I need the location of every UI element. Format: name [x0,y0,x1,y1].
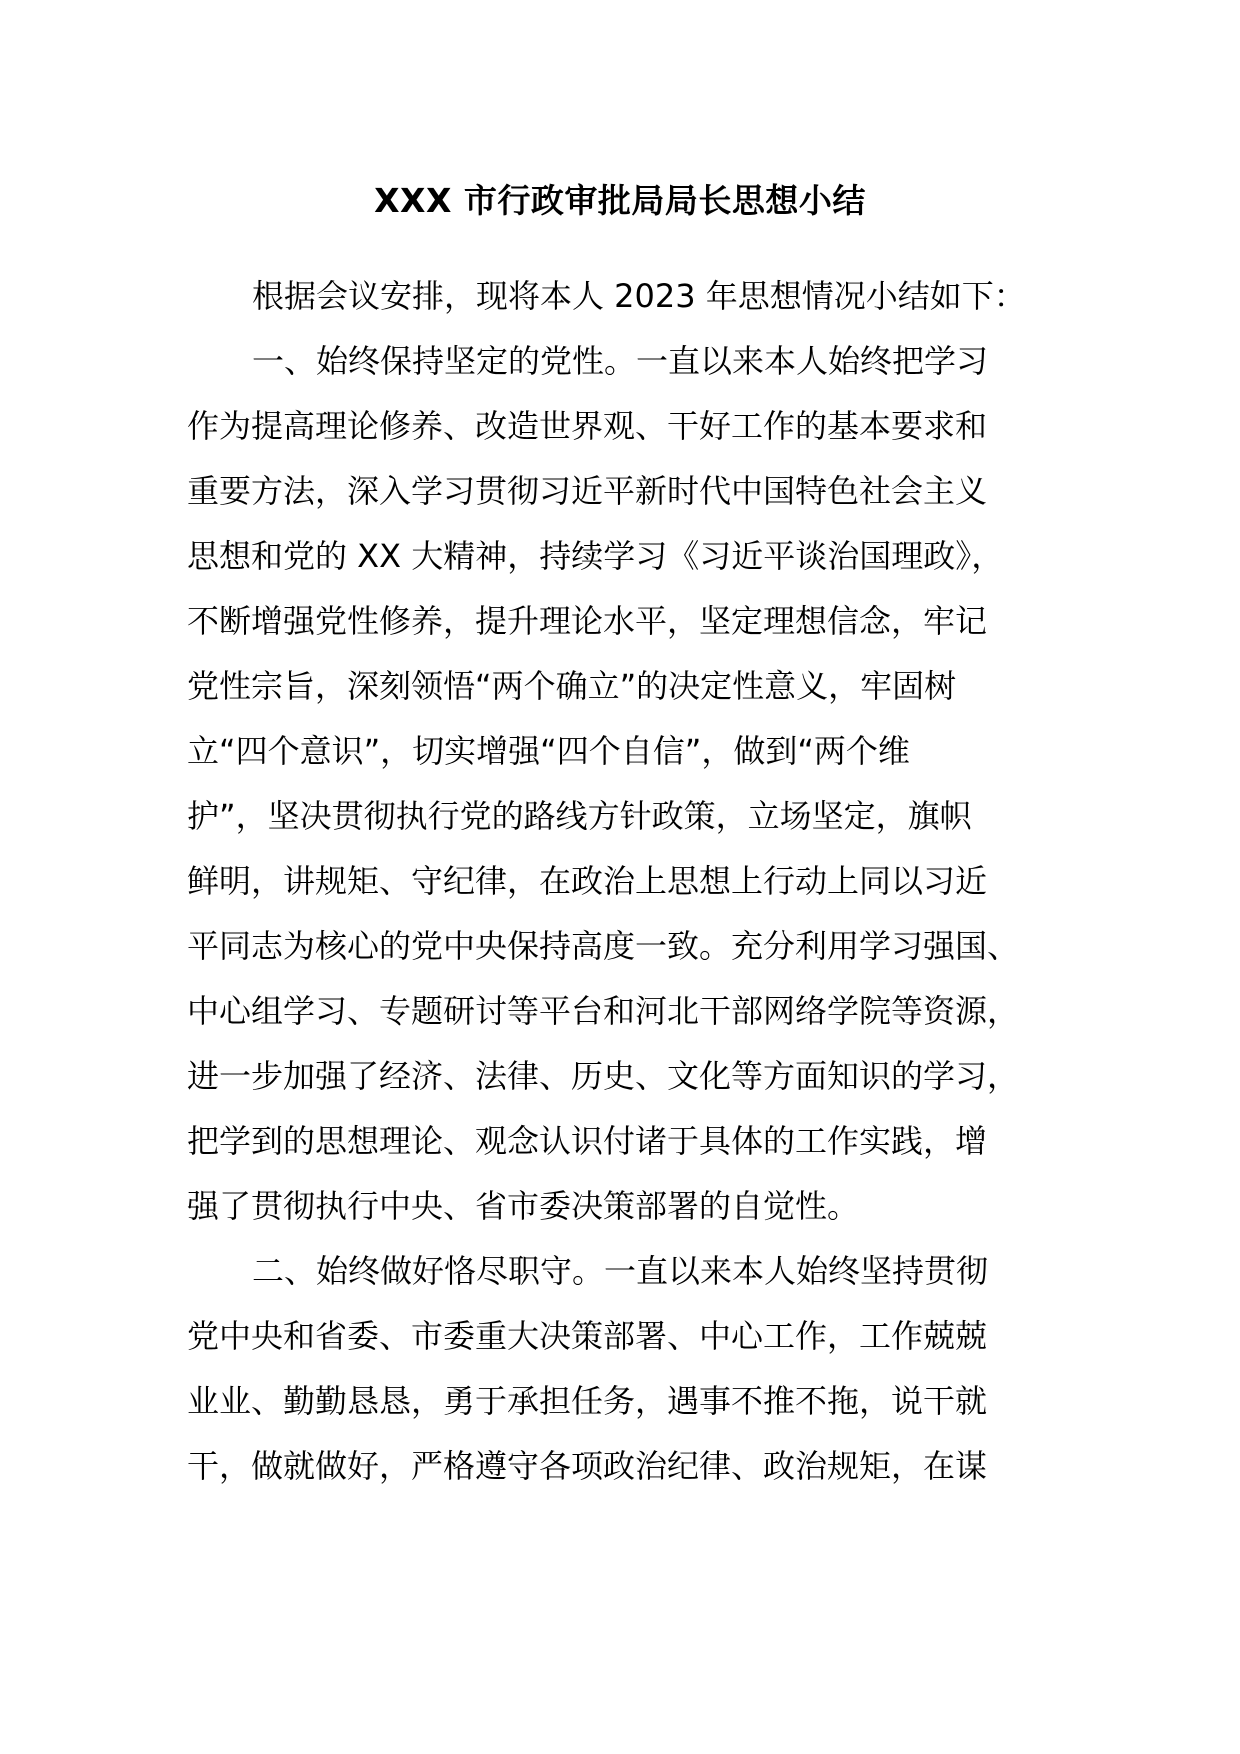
paragraph-line: 把学到的思想理论、观念认识付诸于具体的工作实践，增 [187,1122,988,1160]
paragraph-line: 中心组学习、专题研讨等平台和河北干部网络学院等资源， [187,992,1020,1030]
paragraph-line: 鲜明，讲规矩、守纪律，在政治上思想上行动上同以习近 [187,862,988,900]
paragraph-line: 思想和党的 XX 大精神，持续学习《习近平谈治国理政》， [187,537,1004,575]
paragraph-line: 干，做就做好，严格遵守各项政治纪律、政治规矩，在谋 [187,1447,988,1485]
paragraph-line: 二、始终做好恪尽职守。一直以来本人始终坚持贯彻 [252,1252,989,1290]
paragraph-line: 护”，坚决贯彻执行党的路线方针政策，立场坚定，旗帜 [187,797,972,835]
paragraph-line: 不断增强党性修养，提升理论水平，坚定理想信念，牢记 [187,602,988,640]
document-title: XXX 市行政审批局局长思想小结 [374,181,866,220]
paragraph-line: 一、始终保持坚定的党性。一直以来本人始终把学习 [252,342,989,380]
paragraph-line: 立“四个意识”，切实增强“四个自信”，做到“两个维 [187,732,910,770]
paragraph-line: 党中央和省委、市委重大决策部署、中心工作，工作兢兢 [187,1317,988,1355]
paragraph-line: 重要方法，深入学习贯彻习近平新时代中国特色社会主义 [187,472,988,510]
document-body [187,264,1043,1499]
paragraph-line: 业业、勤勤恳恳，勇于承担任务，遇事不推不拖，说干就 [187,1382,988,1420]
paragraph-line: 根据会议安排，现将本人 2023 年思想情况小结如下： [252,277,1026,315]
paragraph-line: 党性宗旨，深刻领悟“两个确立”的决定性意义，牢固树 [187,667,957,705]
paragraph-line: 强了贯彻执行中央、省市委决策部署的自觉性。 [187,1187,860,1225]
paragraph-line: 进一步加强了经济、法律、历史、文化等方面知识的学习， [187,1057,1020,1095]
paragraph-line: 平同志为核心的党中央保持高度一致。充分利用学习强国、 [187,927,1020,965]
paragraph-line: 作为提高理论修养、改造世界观、干好工作的基本要求和 [187,407,988,445]
